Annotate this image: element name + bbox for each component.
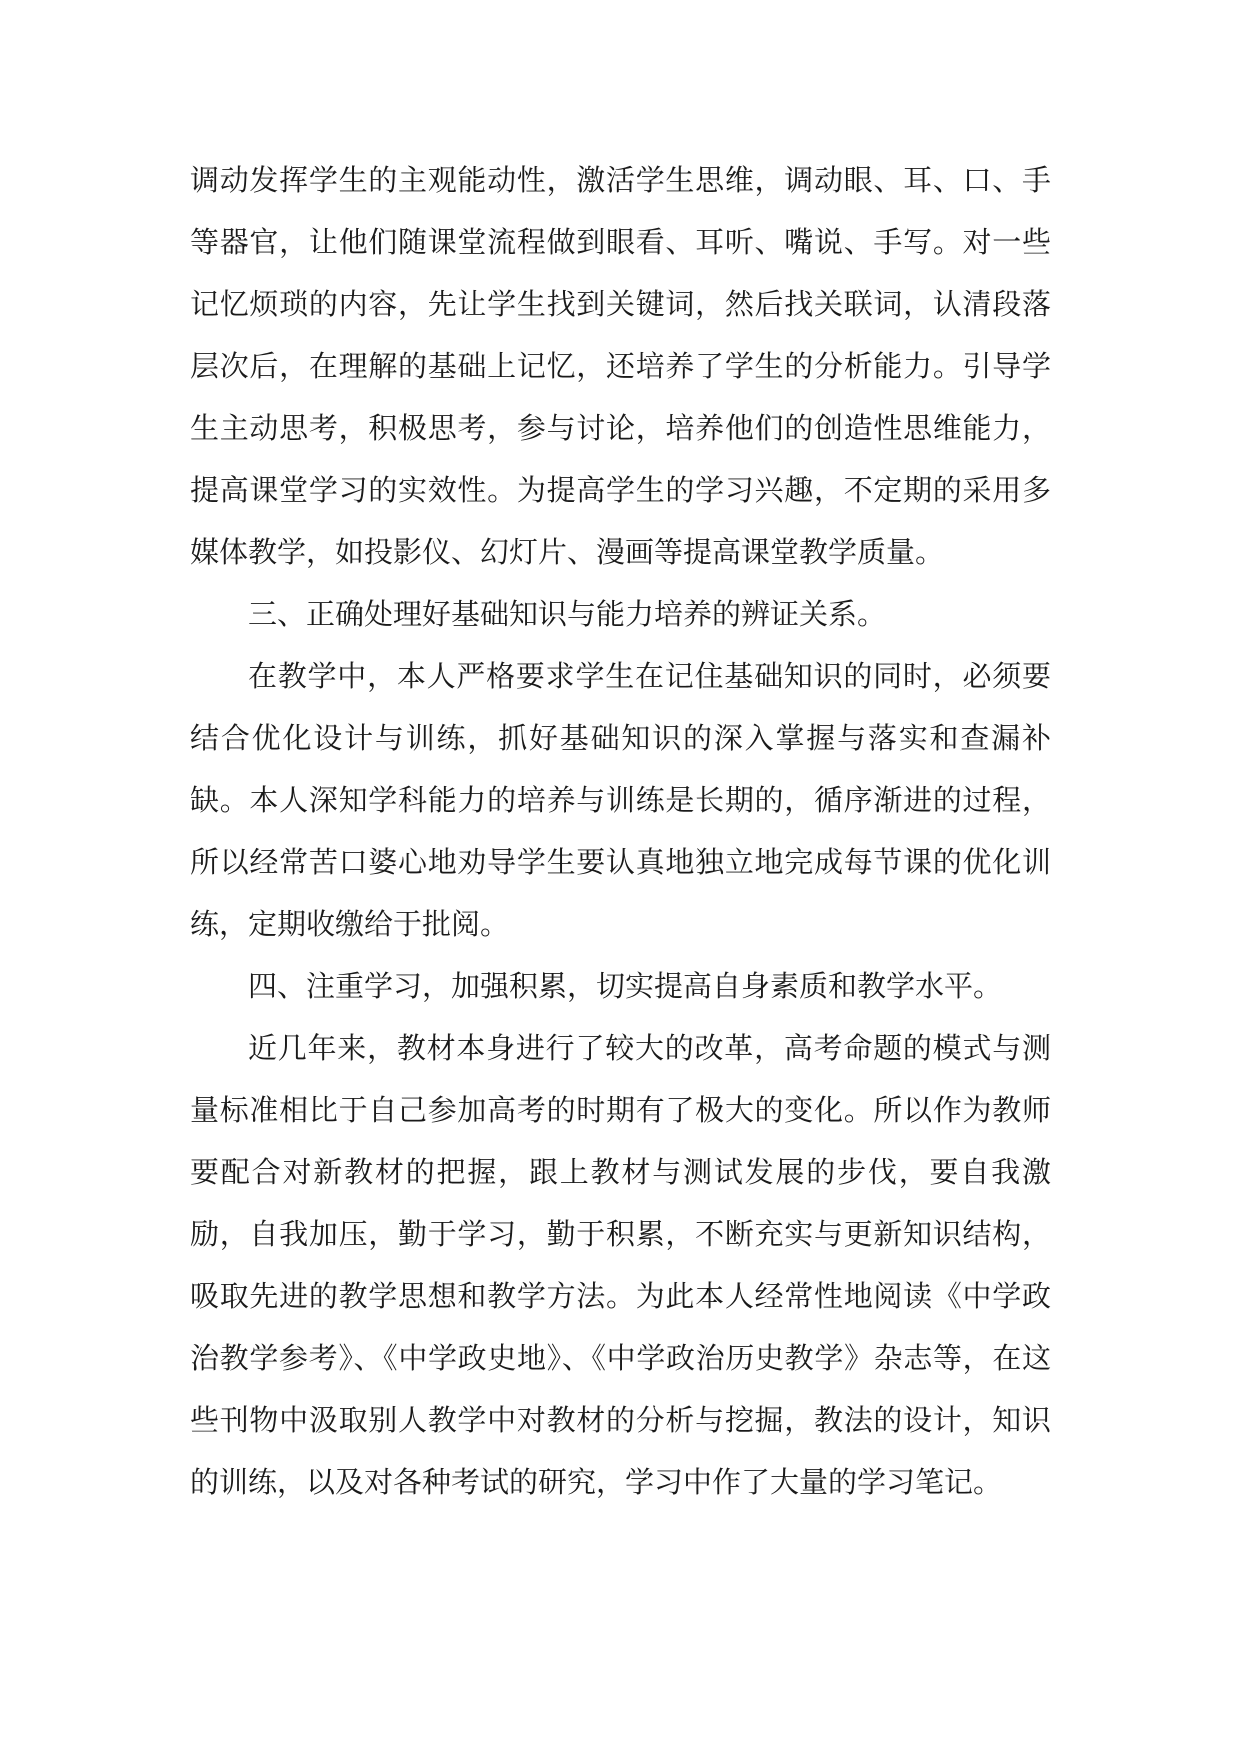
document-page (190, 149, 1051, 1513)
paragraph-self-improvement: 近几年来，教材本身进行了较大的改革，高考命题的模式与测量标准相比于自己参加高考的时期有了极大的变化。所以作为教师要配合对新教材的把握，跟上教材与测试发展的步伐，要自我激励，自我加压，勤于学习，勤于积累，不断充实与更新知识结构，吸取先进的教学思想和教学方法。为此本人经常性地阅读《中学政治教学参考》、《中学政史地》、《中学政治历史教学》杂志等，在这些刊物中汲取别人教学中对教材的分析与挖掘，教法的设计，知识的训练，以及对各种考试的研究，学习中作了大量的学习笔记。 (190, 1031, 1051, 1499)
paragraph-basic-knowledge: 在教学中，本人严格要求学生在记住基础知识的同时，必须要结合优化设计与训练，抓好基础知识的深入掌握与落实和查漏补缺。本人深知学科能力的培养与训练是长期的，循序渐进的过程，所以经常苦口婆心地劝导学生要认真地独立地完成每节课的优化训练，定期收缴给于批阅。 (190, 659, 1051, 941)
paragraph-continuation: 调动发挥学生的主观能动性，激活学生思维，调动眼、耳、口、手等器官，让他们随课堂流程做到眼看、耳听、嘴说、手写。对一些记忆烦琐的内容，先让学生找到关键词，然后找关联词，认清段落层次后，在理解的基础上记忆，还培养了学生的分析能力。引导学生主动思考，积极思考，参与讨论，培养他们的创造性思维能力，提高课堂学习的实效性。为提高学生的学习兴趣，不定期的采用多媒体教学，如投影仪、幻灯片、漫画等提高课堂教学质量。 (190, 163, 1051, 569)
section-heading-four: 四、注重学习，加强积累，切实提高自身素质和教学水平。 (248, 969, 1003, 1003)
section-heading-three: 三、正确处理好基础知识与能力培养的辨证关系。 (248, 597, 887, 631)
